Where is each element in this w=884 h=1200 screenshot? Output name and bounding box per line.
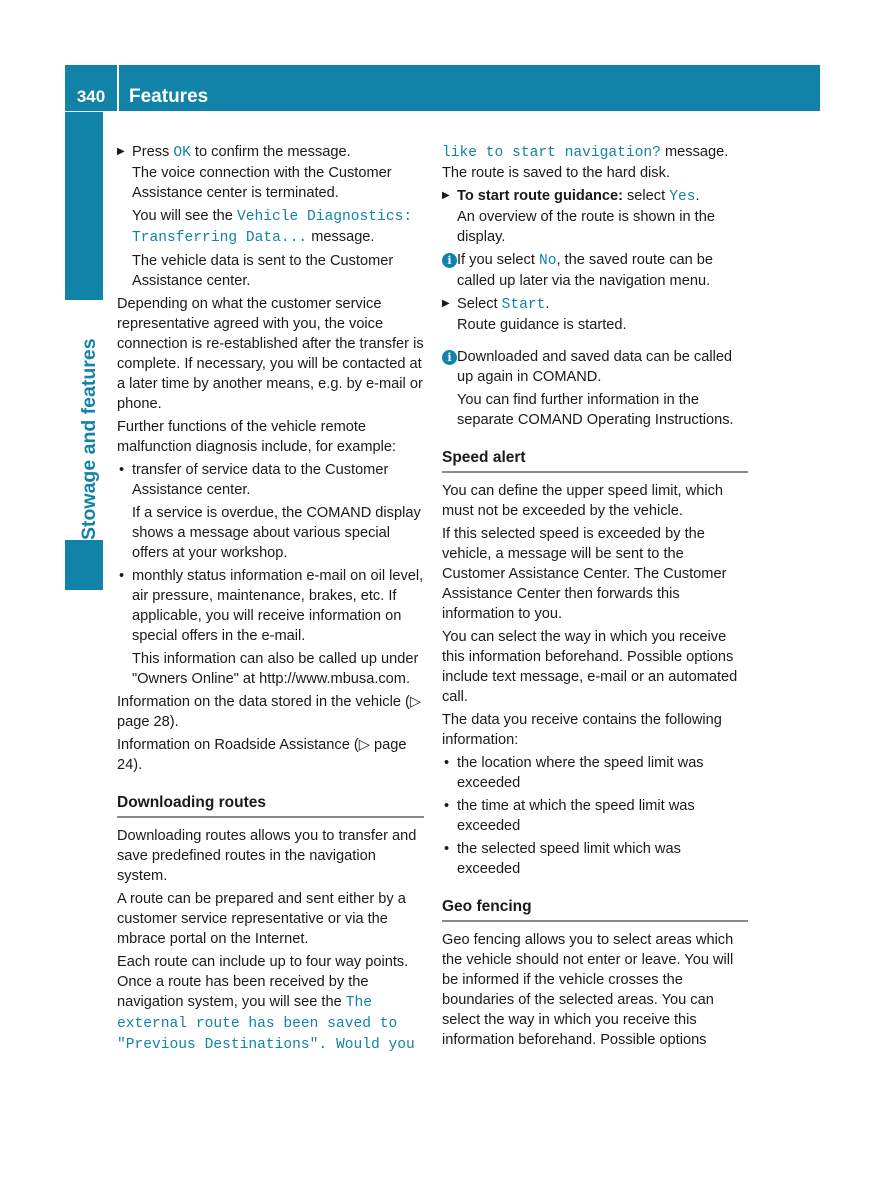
paragraph: Further functions of the vehicle remote malfunction diagnosis include, for example: — [117, 419, 397, 455]
list-item: • the time at which the speed limit was exceeded — [444, 798, 695, 834]
list-item: • monthly status information e-mail on oil level, air pressure, maintenance, brakes, etc. If applicable, you will receive information on special offers in the e-mail. — [119, 568, 424, 644]
section-heading-speed-alert: Speed alert — [442, 448, 748, 473]
paragraph: Geo fencing allows you to select areas which the vehicle should not enter or leave. You will be informed if the vehicle crosses the boundaries of the selected areas. You can select the way in which you receive this information beforehand. Possible options — [442, 932, 734, 1048]
paragraph: Depending on what the customer service representative agreed with you, the voice connection is re-established after the transfer is complete. If necessary, you will be contacted at a later time by another means, e.g. by e-mail or phone. — [117, 296, 424, 412]
display-text-ok: OK — [173, 145, 191, 161]
info-icon: i — [442, 350, 457, 365]
paragraph: A route can be prepared and sent either by a customer service representative or via the mbrace portal on the Internet. — [117, 891, 406, 947]
info-note: i Downloaded and saved data can be called up again in COMAND. — [442, 347, 748, 387]
display-text-yes: Yes — [669, 189, 696, 205]
page-header — [65, 65, 820, 111]
right-column — [442, 142, 748, 1053]
triangle-right-icon: ▶ — [117, 146, 125, 157]
paragraph: You can define the upper speed limit, which must not be exceeded by the vehicle. — [442, 483, 723, 519]
info-note: i If you select No, the saved route can be called up later via the navigation menu. — [442, 250, 748, 291]
header-divider — [117, 65, 119, 111]
paragraph: like to start navigation? message. The route is saved to the hard disk. — [442, 144, 729, 181]
cross-reference[interactable]: Information on Roadside Assistance (▷ page 24). — [117, 737, 407, 773]
display-text-route-saved: The external route has been saved to "Previous Destinations". Would you — [117, 995, 415, 1053]
display-text-start-navigation: like to start navigation? — [442, 145, 661, 161]
display-text-no: No — [538, 253, 557, 269]
list-item-note: This information can also be called up under "Owners Online" at http://www.mbusa.com. — [132, 651, 419, 687]
step-select-start: ▶ Select Start. Route guidance is started. — [442, 294, 748, 335]
info-note-detail: You can find further information in the separate COMAND Operating Instructions. — [457, 392, 734, 428]
display-text-start: Start — [501, 297, 546, 313]
section-heading-downloading-routes: Downloading routes — [117, 793, 424, 818]
step-note-sent: The vehicle data is sent to the Customer Assistance center. — [132, 253, 394, 289]
step-press-ok: ▶ Press OK to confirm the message. The voice connection with the Customer Assistance center is terminated. — [117, 142, 424, 203]
step-result: Route guidance is started. — [457, 317, 627, 333]
triangle-right-icon: ▶ — [442, 190, 450, 201]
list-item: • transfer of service data to the Customer Assistance center. — [119, 462, 389, 498]
cross-reference[interactable]: Information on the data stored in the vehicle (▷ page 28). — [117, 694, 422, 730]
info-icon: i — [442, 253, 457, 268]
paragraph: The data you receive contains the following information: — [442, 712, 722, 748]
step-note: You will see the Vehicle Diagnostics: Transferring Data... message. — [132, 208, 413, 246]
step-result: An overview of the route is shown in the display. — [457, 209, 715, 245]
list-item-note: If a service is overdue, the COMAND display shows a message about various special offers at your workshop. — [132, 505, 421, 561]
step-result: The voice connection with the Customer Assistance center is terminated. — [132, 165, 392, 201]
page-number: 340 — [76, 87, 106, 106]
page-title: Features — [129, 86, 209, 107]
triangle-right-icon: ▶ — [442, 298, 450, 309]
paragraph: Each route can include up to four way points. Once a route has been received by the navigation system, you will see the The external route has been saved to "Previous Destinations". Would you — [117, 954, 415, 1053]
left-column — [117, 142, 424, 1058]
side-tab-label: Stowage and features — [78, 338, 100, 540]
section-heading-geo-fencing: Geo fencing — [442, 897, 748, 922]
paragraph: Downloading routes allows you to transfer and save predefined routes in the navigation system. — [117, 828, 417, 884]
step-start-route-guidance: ▶ To start route guidance: select Yes. An overview of the route is shown in the display. — [442, 186, 748, 247]
paragraph: You can select the way in which you receive this information beforehand. Possible options include text message, e-mail or an automated call. — [442, 629, 738, 705]
paragraph: If this selected speed is exceeded by the vehicle, a message will be sent to the Customer Assistance Center. The Customer Assistance Center then forwards this information to you. — [442, 526, 727, 622]
display-text-diagnostics: Vehicle Diagnostics: Transferring Data... — [132, 209, 413, 246]
list-item: • the location where the speed limit was exceeded — [444, 755, 704, 791]
list-item: • the selected speed limit which was exceeded — [444, 841, 681, 877]
